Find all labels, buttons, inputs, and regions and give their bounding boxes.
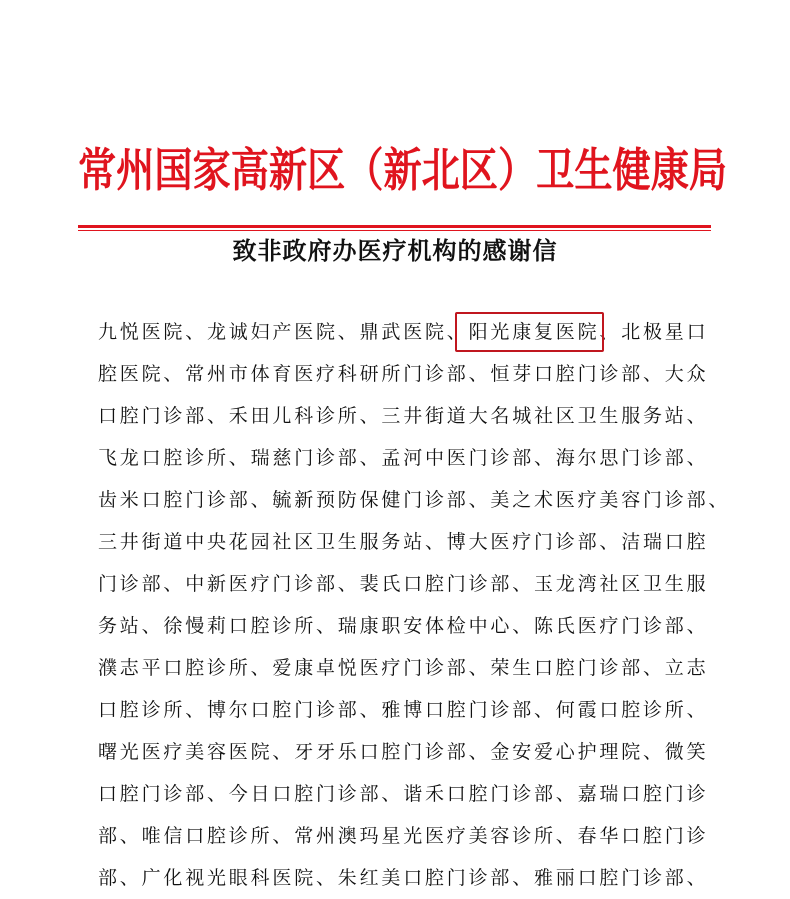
- letter-title: 致非政府办医疗机构的感谢信: [232, 237, 558, 265]
- body-line-5: 齿米口腔门诊部、毓新预防保健门诊部、美之术医疗美容门诊部、: [98, 489, 731, 511]
- body-line-2: 腔医院、常州市体育医疗科研所门诊部、恒芽口腔门诊部、大众: [98, 363, 709, 385]
- body-line-8: 务站、徐慢莉口腔诊所、瑞康职安体检中心、陈氏医疗门诊部、: [98, 615, 709, 637]
- issuer-header-title: 常州国家高新区（新北区）卫生健康局: [78, 143, 728, 197]
- body-line-7: 门诊部、中新医疗门诊部、裴氏口腔门诊部、玉龙湾社区卫生服: [98, 573, 709, 595]
- body-line-12: 口腔门诊部、今日口腔门诊部、谐禾口腔门诊部、嘉瑞口腔门诊: [98, 783, 709, 805]
- highlight-box-yangguang-rehab-hospital: [455, 312, 604, 352]
- body-line-11: 曙光医疗美容医院、牙牙乐口腔门诊部、金安爱心护理院、微笑: [98, 741, 709, 763]
- body-line-1: 九悦医院、龙诚妇产医院、鼎武医院、阳光康复医院、北极星口: [98, 321, 709, 343]
- body-line-4: 飞龙口腔诊所、瑞慈门诊部、孟河中医门诊部、海尔思门诊部、: [98, 447, 709, 469]
- body-line-13: 部、唯信口腔诊所、常州澳玛星光医疗美容诊所、春华口腔门诊: [98, 825, 709, 847]
- body-line-3: 口腔门诊部、禾田儿科诊所、三井街道大名城社区卫生服务站、: [98, 405, 709, 427]
- body-line-6: 三井街道中央花园社区卫生服务站、博大医疗门诊部、洁瑞口腔: [98, 531, 709, 553]
- body-line-9: 濮志平口腔诊所、爱康卓悦医疗门诊部、荣生口腔门诊部、立志: [98, 657, 709, 679]
- body-line-10: 口腔诊所、博尔口腔门诊部、雅博口腔门诊部、何霞口腔诊所、: [98, 699, 709, 721]
- body-line-14-partially-visible: 部、广化视光眼科医院、朱红美口腔门诊部、雅丽口腔门诊部、: [98, 867, 709, 889]
